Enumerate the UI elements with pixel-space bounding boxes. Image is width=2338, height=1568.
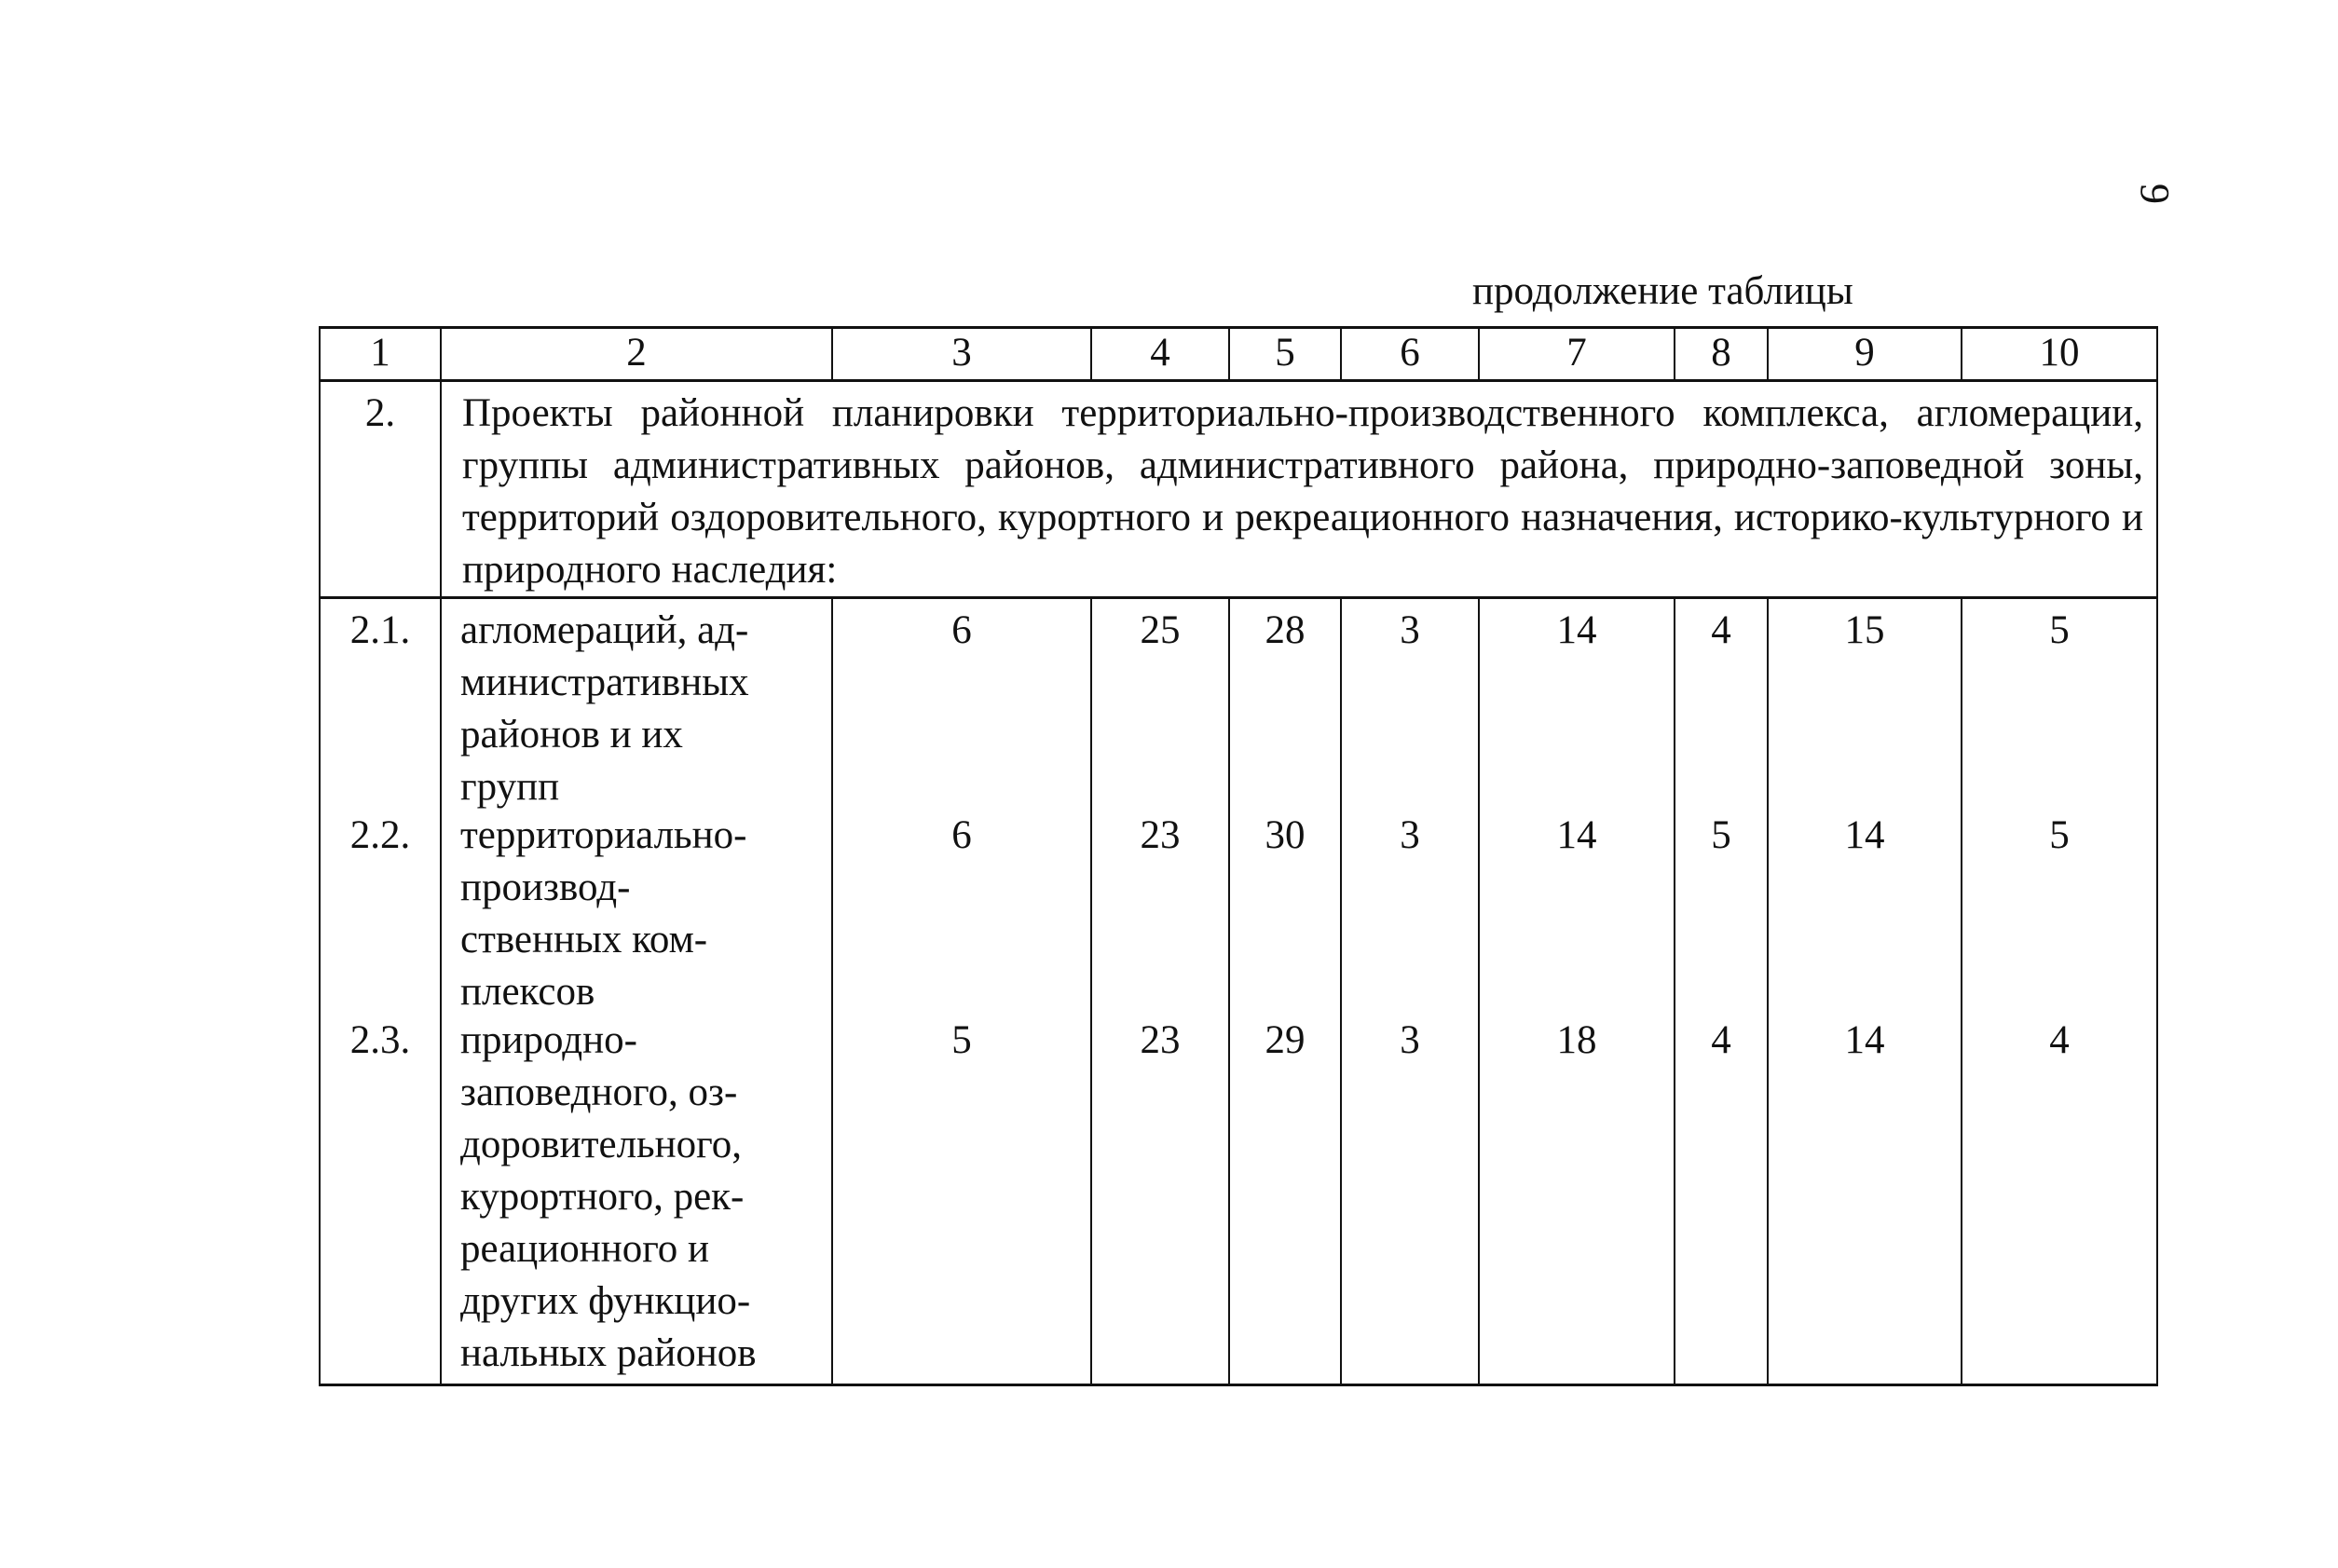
column-header: 9 bbox=[1768, 328, 1962, 381]
value-column-5 bbox=[1229, 598, 1341, 1385]
section-title: Проекты районной планировки территориально-производственного комплекса, агломерации, группы административных районов, административного района, природно-заповедной зоны, территорий оздоровительного, курортного и рекреационного назначения, историко-культурного и природного наследия: bbox=[441, 381, 2157, 598]
table-continuation-caption: продолжение таблицы bbox=[1472, 269, 1853, 313]
cell-value: 14 bbox=[1556, 608, 1597, 652]
column-header: 10 bbox=[1962, 328, 2157, 381]
column-header: 5 bbox=[1229, 328, 1341, 381]
column-header: 4 bbox=[1091, 328, 1229, 381]
cell-value: 5 bbox=[2049, 608, 2070, 652]
value-column-10 bbox=[1962, 598, 2157, 1385]
data-table bbox=[319, 326, 2158, 1386]
cell-value: 3 bbox=[1400, 1018, 1420, 1062]
cell-value: 6 bbox=[951, 608, 972, 652]
section-number: 2. bbox=[320, 381, 441, 598]
value-column-6 bbox=[1341, 598, 1479, 1385]
cell-value: 28 bbox=[1265, 608, 1306, 652]
row-labels-cell bbox=[441, 598, 832, 1385]
cell-value: 5 bbox=[2049, 813, 2070, 857]
column-header: 6 bbox=[1341, 328, 1479, 381]
cell-value: 3 bbox=[1400, 608, 1420, 652]
cell-value: 23 bbox=[1140, 813, 1181, 857]
cell-value: 15 bbox=[1844, 608, 1885, 652]
row-label: агломераций, ад- министративных районов и их групп bbox=[460, 608, 749, 809]
page-number: 9 bbox=[2132, 184, 2178, 204]
cell-value: 5 bbox=[1711, 813, 1731, 857]
cell-value: 14 bbox=[1844, 1018, 1885, 1062]
cell-value: 4 bbox=[2049, 1018, 2070, 1062]
value-column-8 bbox=[1675, 598, 1768, 1385]
value-column-7 bbox=[1479, 598, 1675, 1385]
table-row bbox=[320, 598, 2157, 1385]
cell-value: 18 bbox=[1556, 1018, 1597, 1062]
cell-value: 29 bbox=[1265, 1018, 1306, 1062]
cell-value: 25 bbox=[1140, 608, 1181, 652]
column-header: 3 bbox=[832, 328, 1091, 381]
value-column-9 bbox=[1768, 598, 1962, 1385]
column-header: 1 bbox=[320, 328, 441, 381]
cell-value: 4 bbox=[1711, 608, 1731, 652]
value-column-3 bbox=[832, 598, 1091, 1385]
row-number: 2.1. bbox=[349, 608, 411, 652]
cell-value: 3 bbox=[1400, 813, 1420, 857]
row-label: природно- заповедного, оз- доровительного, курортного, рек- реационного и других функцио- нальных районов bbox=[460, 1018, 757, 1375]
column-header: 7 bbox=[1479, 328, 1675, 381]
cell-value: 23 bbox=[1140, 1018, 1181, 1062]
column-header: 8 bbox=[1675, 328, 1768, 381]
cell-value: 14 bbox=[1556, 813, 1597, 857]
header-row bbox=[320, 328, 2157, 381]
value-column-4 bbox=[1091, 598, 1229, 1385]
row-numbers-cell bbox=[320, 598, 441, 1385]
cell-value: 30 bbox=[1265, 813, 1306, 857]
row-number: 2.2. bbox=[349, 813, 411, 857]
cell-value: 6 bbox=[951, 813, 972, 857]
row-number: 2.3. bbox=[349, 1018, 411, 1062]
section-row bbox=[320, 381, 2157, 598]
column-header: 2 bbox=[441, 328, 832, 381]
row-label: территориально- производ- ственных ком- плексов bbox=[460, 813, 747, 1014]
cell-value: 14 bbox=[1844, 813, 1885, 857]
cell-value: 4 bbox=[1711, 1018, 1731, 1062]
cell-value: 5 bbox=[951, 1018, 972, 1062]
